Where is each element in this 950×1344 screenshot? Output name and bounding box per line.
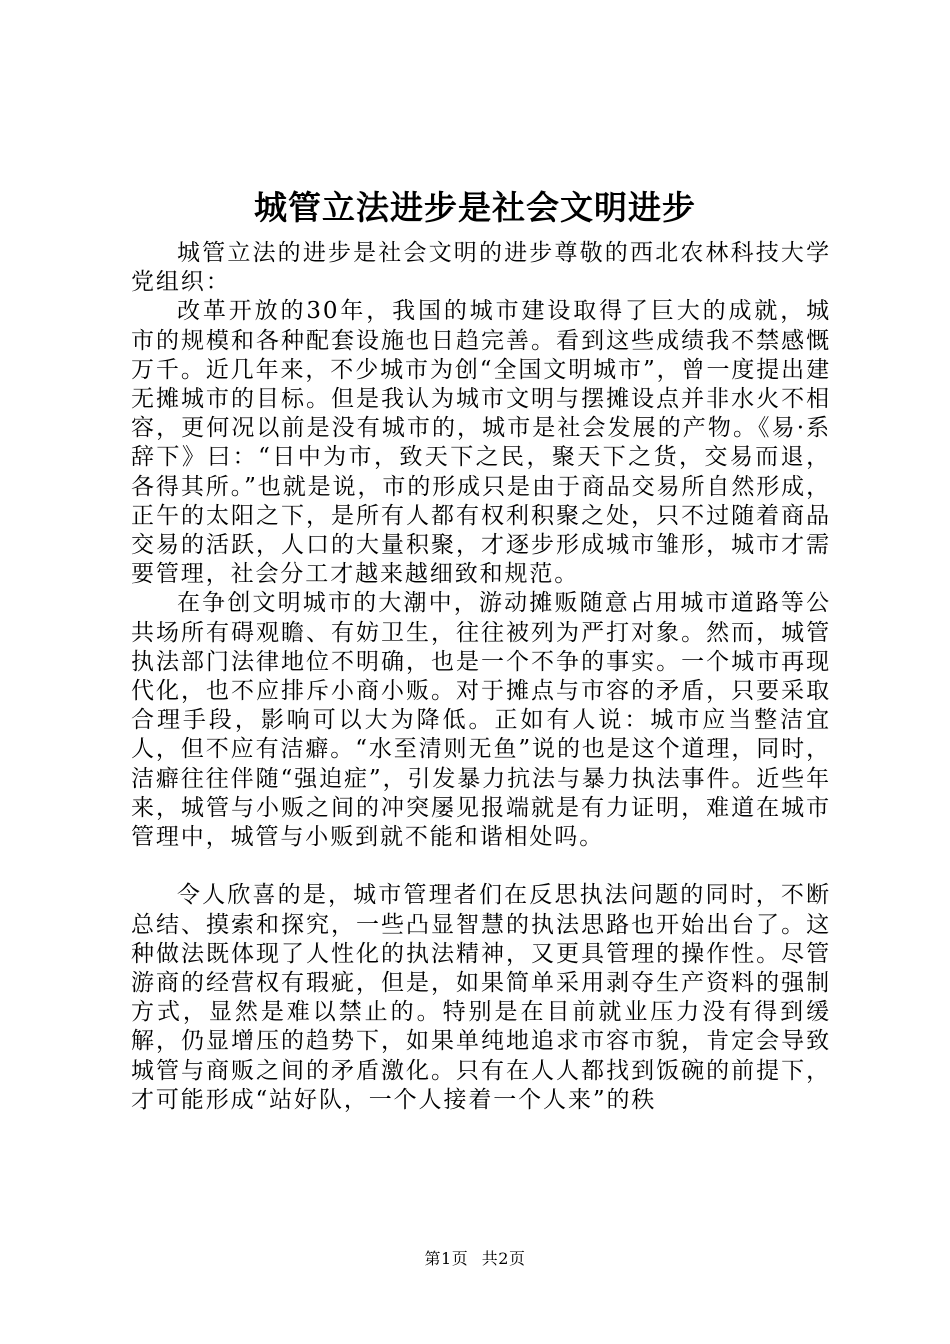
document-title: 城管立法进步是社会文明进步 <box>254 188 696 227</box>
page-total: 共2页 <box>481 1249 526 1268</box>
page-footer <box>0 1249 950 1269</box>
document-body <box>131 239 831 1115</box>
paragraph-management-ideas: 令人欣喜的是，城市管理者们在反思执法问题的同时，不断总结、摸索和探究，一些凸显智慧的执法思路也开始出台了。这种做法既体现了人性化的执法精神，又更具管理的操作性。尽管游商的经营权有瑕疵，但是，如果简单采用剥夺生产资料的强制方式，显然是难以禁止的。特别是在目前就业压力没有得到缓解，仍显增压的趋势下，如果单纯地追求市容市貌，肯定会导致城管与商贩之间的矛盾激化。只有在人人都找到饭碗的前提下，才可能形成“站好队，一个人接着一个人来”的秩 <box>131 882 831 1113</box>
page-number: 第1页 <box>424 1249 469 1268</box>
paragraph-urban-development: 改革开放的30年，我国的城市建设取得了巨大的成就，城市的规模和各种配套设施也日趋完善。看到这些成绩我不禁感慨万千。近几年来，不少城市为创“全国文明城市”，曾一度提出建无摊城市的目标。但是我认为城市文明与摆摊设点并非水火不相容，更何况以前是没有城市的，城市是社会发展的产物。《易·系辞下》曰：“日中为市，致天下之民，聚天下之货，交易而退，各得其所。”也就是说，市的形成只是由于商品交易所自然形成，正午的太阳之下，是所有人都有权利积聚之处，只不过随着商品交易的活跃，人口的大量积聚，才逐步形成城市雏形，城市才需要管理，社会分工才越来越细致和规范。 <box>131 298 831 588</box>
paragraph-salutation: 城管立法的进步是社会文明的进步尊敬的西北农林科技大学党组织： <box>131 240 831 296</box>
paragraph-civilized-city: 在争创文明城市的大潮中，游动摊贩随意占用城市道路等公共场所有碍观瞻、有妨卫生，往往被列为严打对象。然而，城管执法部门法律地位不明确，也是一个不争的事实。一个城市再现代化，也不应排斥小商小贩。对于摊点与市容的矛盾，只要采取合理手段，影响可以大为降低。正如有人说：城市应当整洁宜人，但不应有洁癖。“水至清则无鱼”说的也是这个道理，同时，洁癖往往伴随“强迫症”，引发暴力抗法与暴力执法事件。近些年来，城管与小贩之间的冲突屡见报端就是有力证明，难道在城市管理中，城管与小贩到就不能和谐相处吗。 <box>131 590 831 851</box>
paragraph-spacer <box>131 852 831 881</box>
